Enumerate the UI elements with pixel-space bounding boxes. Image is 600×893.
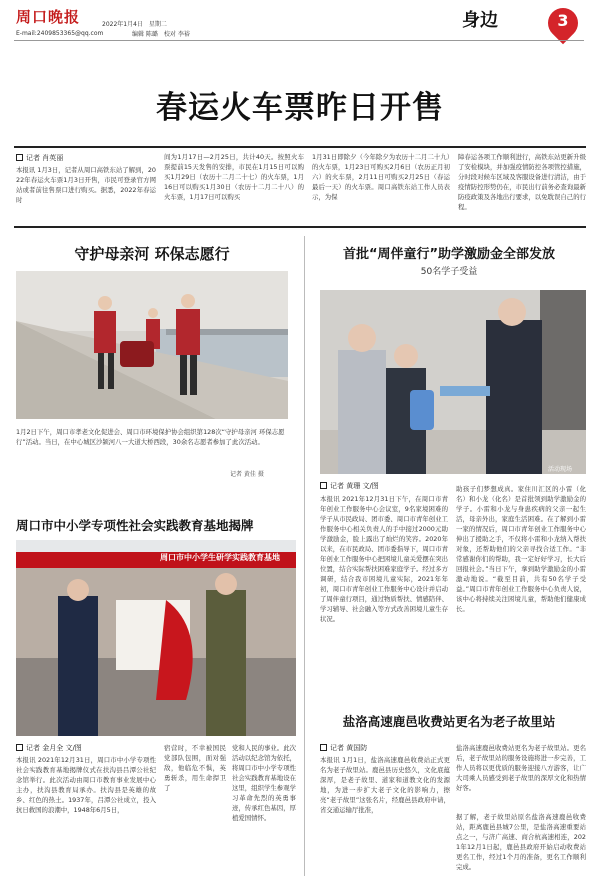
base-byline bbox=[16, 743, 82, 753]
newspaper-logo: 周口晚报 bbox=[16, 8, 81, 26]
toll-byline-text: 记者 黄国防 bbox=[330, 744, 368, 752]
fund-subhead: 50名学子受益 bbox=[420, 267, 478, 277]
lead-col-3: 1月31日即除夕（今年除夕为农历十二月二十九）的火车票，1月23日可购买2月6日（农历正月初六）的火车票，2月11日可购买2月25日（春运最后一天）的火车票。周口高铁东站工作人员表示，为保 bbox=[312, 153, 450, 201]
base-headline: 周口市中小学专项性社会实践教育基地揭牌 bbox=[16, 518, 254, 533]
river-credit: 记者 黄佳 摄 bbox=[230, 471, 264, 478]
river-photo bbox=[16, 271, 288, 419]
fund-byline bbox=[320, 481, 379, 491]
page-number: 3 bbox=[557, 11, 569, 30]
base-byline-text: 记者 金月全 文/图 bbox=[26, 744, 82, 752]
river-caption: 1月2日下午，周口市孝老文化促进会、周口市环境保护协会组织第128次“守护母亲河 环保志愿行”活动。当日，在中心城区沙颍河八一大道大桥西段，30余名志愿者参加了此次活动。 bbox=[16, 428, 285, 446]
lead-rule bbox=[14, 146, 586, 148]
river-headline: 守护母亲河 环保志愿行 bbox=[74, 245, 230, 263]
column-divider bbox=[304, 236, 305, 876]
section-name: 身边 bbox=[462, 10, 498, 31]
masthead-email: E-mail:2409853365@qq.com bbox=[16, 30, 104, 37]
base-col-3: 党和人民的事业。此次活动以纪念馆为依托，将周口市中小学专项性社会实践教育基地设在这里，组织学生参观学习革命先烈的英勇事迹，传承红色基因，厚植爱国情怀。 bbox=[232, 744, 296, 822]
fund-headline: 首批“周伴童行”助学激励金全部发放 bbox=[342, 247, 556, 262]
base-banner-text: 周口市中小学生研学实践教育基地 bbox=[160, 553, 280, 562]
base-col-2: 宿营时，不幸被国民党部队包围，面对强敌，他临危不惧，英勇斩杀，用生命捍卫了 bbox=[164, 744, 226, 792]
lead-col-1: 本报讯 1月3日，记者从周口高铁东站了解到，2022年春运火车票1月3日开售，市民可登录官方网站或者前往售票口进行购买。据悉，2022年春运时 bbox=[16, 166, 156, 204]
fund-photo bbox=[320, 290, 586, 474]
lead-bottom-rule bbox=[14, 226, 586, 228]
base-col-1: 本报讯 2021年12月31日，周口市中小学专项性社会实践教育基地揭牌仪式在扶沟县吕潭公社纪念馆举行。此次活动由周口市教育事业发展中心主办，扶沟县教育局承办。扶沟县是英雄的故乡、红色的热土。1937年，吕潭公社成立，投入抗日救国的浪潮中，1948年6月5日， bbox=[16, 756, 156, 814]
masthead-rule bbox=[14, 40, 584, 41]
lead-col-2: 间为1月17日—2月25日，共计40天。按照火车票提前15天发售的安排，市民在1月15日可以购买1月29日（农历十二月二十七）的火车票，1月16日可以购买1月30日（农历十二月二十八）的火车票，1月17日可以购买 bbox=[164, 153, 304, 201]
toll-col-3: 据了解，老子故里站原名盐洛高速鹿邑收费站，距离鹿邑县城7公里，是盐洛高速重要站点之一，与济广高速、商合杭高速相连，2021年12月1日起，鹿邑县政府开始启动收费站更名工作，经过1个月的准备，更名工作顺利完成。 bbox=[456, 813, 586, 871]
lead-byline bbox=[16, 153, 63, 163]
toll-byline bbox=[320, 743, 367, 753]
fund-col-b: 助孩子们梦想成真。家住川汇区的小雷（化名）和小龙（化名）是首批领到助学激励金的学子。小雷和小龙与身患疾病的父亲一起生活，母亲外出，家庭生活困难。在了解到小雷一家的情况后，周口市青年创业工作服务中心伸出了援助之手，不仅将小雷和小龙纳入帮扶对象，还帮助他们的父亲寻找合适工作。“非常感谢你们的帮助，我一定好好学习，长大后回报社会。”当日下午，拿到助学激励金的小雷激动地说。“截至目前，共有50名学子受益。”周口市青年创业工作服务中心负责人说，该中心将持续关注困境儿童，帮助他们健康成长。 bbox=[456, 485, 586, 613]
lead-col-4: 障春运各项工作顺利进行，高铁东站更新升级了安检模块，并加强疫情防控各项管控措施，分时段对候车区域及客服设备进行清洁，由于疫情防控形势仍在，市民出行前务必查询最新防疫政策及各地出行要求，以免耽误自己的行程。 bbox=[458, 153, 586, 211]
toll-col-1: 本报讯 1月1日，盐洛高速鹿邑收费站正式更名为老子故里站。鹿邑县历史悠久，文化底蕴深厚，是老子故里、道家和道教文化的发源地，为进一步扩大老子文化的影响力，擦亮“老子故里”这张名片，经鹿邑县政府申请，省交通运输厅批准， bbox=[320, 756, 450, 814]
fund-byline-text: 记者 黄珊 文/图 bbox=[330, 482, 379, 490]
fund-col-a: 本报讯 2021年12月31日下午，在周口市青年创业工作服务中心会议室，9名家境困难的学子从市民政局、团市委、周口市青年创业工作服务中心相关负责人的手中接过2000元助学激励金，脸上露出了灿烂的笑容。2020年以来，在市民政局、团市委指导下，周口市青年创业工作服务中心把困境儿童关爱摆在突出位置，结合实际帮扶困难家庭学子。经过多方调研，结合我市困境儿童实际，2021年年初，周口市青年创业工作服务中心设计并启动了周伴童行项目，通过物质帮扶、情感陪伴、学习辅导、社会融入等方式改善困境儿童生存状况。 bbox=[320, 495, 448, 623]
lead-byline-text: 记者 肖英丽 bbox=[26, 154, 64, 162]
masthead-date: 2022年1月4日 星期二 bbox=[102, 21, 167, 28]
toll-headline: 盐洛高速鹿邑收费站更名为老子故里站 bbox=[342, 714, 556, 729]
toll-col-2: 盐洛高速鹿邑收费站更名为老子故里站。更名后，老子故里站的服务设施将进一步完善，工作人员将以更优质的服务迎接八方游客，让广大司乘人员感受到老子故里的深厚文化和热情好客。 bbox=[456, 744, 586, 792]
masthead-editors: 编辑 陈璐 校对 李裕 bbox=[132, 31, 190, 38]
base-photo bbox=[16, 540, 296, 736]
fund-photo-tag: 活动现场 bbox=[548, 466, 573, 473]
lead-headline: 春运火车票昨日开售 bbox=[156, 90, 444, 126]
